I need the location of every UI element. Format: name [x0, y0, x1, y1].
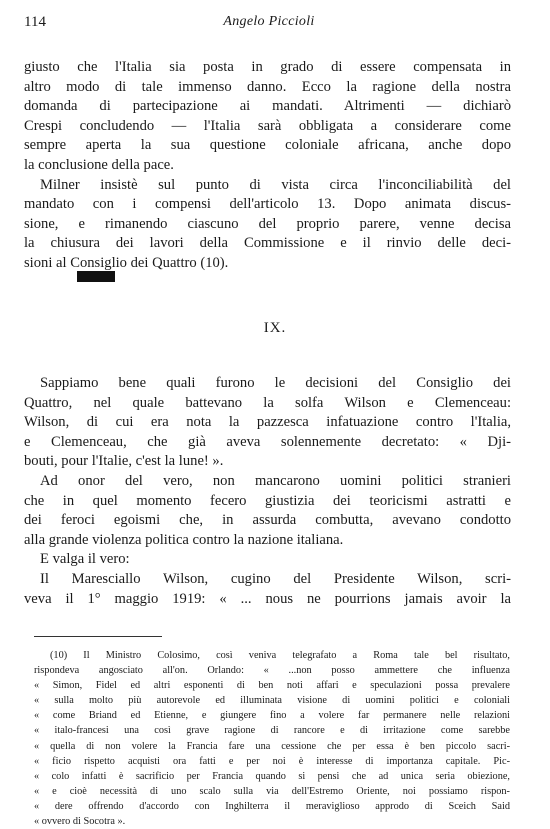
- text-line: Wilson, di cui era nota la pazzesca infatuazione contro l'Italia,: [24, 414, 511, 431]
- section-heading: IX.: [263, 320, 287, 336]
- running-head: Angelo Piccioli: [223, 14, 315, 29]
- footnote-rule: [34, 636, 162, 637]
- text-line: sempre aperta la sua questione coloniale africana, anche dopo: [24, 137, 511, 154]
- redaction-mark: [77, 271, 115, 282]
- text-line: Il Maresciallo Wilson, cugino del Presidente Wilson, scri-: [40, 570, 511, 587]
- footnote-line: « dere offrendo d'accordo con Inghilterra il meraviglioso approdo di Sceich Said: [34, 800, 510, 812]
- text-line: sione, e rimanendo ciascuno del proprio parere, venne decisa: [24, 215, 511, 232]
- footnote-line: « ficio rispetto acquisti ora fatti e per noi è interesse di importanza capitale. Pic-: [34, 755, 510, 767]
- footnote-line: « sulla molto più autorevole ed illuminata visione di uomini politici e coloniali: [34, 695, 510, 707]
- text-line: la chiusura dei lavori della Commissione e il rinvio delle deci-: [24, 235, 511, 252]
- page-header: [24, 14, 514, 36]
- text-line: altro modo di tale immenso danno. Ecco la ragione della nostra: [24, 78, 511, 95]
- text-line: Ad onor del vero, non mancarono uomini politici stranieri: [40, 472, 511, 489]
- body-text-top: [24, 58, 511, 274]
- text-line: Sappiamo bene quali furono le decisioni del Consiglio dei: [40, 375, 511, 391]
- text-line: la conclusione della pace.: [24, 156, 174, 173]
- page-number: 114: [24, 14, 46, 30]
- body-text-section: [24, 374, 511, 609]
- text-line: Milner insistè sul punto di vista circa l'inconciliabilità del: [40, 176, 511, 193]
- text-line: alla grande violenza politica contro la nazione italiana.: [24, 531, 344, 548]
- text-line: E valga il vero:: [40, 551, 130, 568]
- footnote-line: « italo-francesi una così grave ragione di rancore e di irritazione come sarebbe: [34, 725, 510, 737]
- text-line: mandato con i compensi dell'articolo 13. Dopo animata discus-: [24, 196, 511, 213]
- text-line: e Clemenceau, che già aveva solennemente decretato: « Dji-: [24, 433, 511, 450]
- text-line: dei feroci egoismi che, in assurda combutta, avevano condotto: [24, 512, 511, 529]
- footnote-line: « come Briand ed Etienne, e giungere fino a volere far permanere nelle relazioni: [34, 710, 510, 722]
- footnote-line: « e cioè necessità di uno scalo sulla via dell'Estremo Oriente, noi possiamo rispon-: [34, 785, 510, 797]
- footnote-line: « Simon, Fidel ed altri esponenti di ben noti affari e speculazioni possa prevalere: [34, 680, 510, 692]
- text-line: veva il 1° maggio 1919: « ... nous ne pourrions jamais avoir la: [24, 590, 511, 607]
- text-line: che in quel momento fecero giustizia dei teoricismi astratti e: [24, 492, 511, 509]
- footnotes: [34, 648, 510, 829]
- text-line: Quattro, nel quale battevano la solfa Wilson e Clemenceau:: [24, 394, 511, 411]
- footnote-line: « colo infatti è sacrificio per Francia quando si pensi che ad unica seria obiezione,: [34, 770, 510, 782]
- text-line: bouti, pour l'Italie, c'est la lune! ».: [24, 453, 224, 470]
- footnote-line: (10) Il Ministro Colosimo, così veniva telegrafato a Roma tale bel risultato,: [50, 650, 510, 661]
- text-line: domanda di partecipazione ai mandati. Altrimenti — dichiarò: [24, 98, 511, 115]
- footnote-line: « ovvero di Socotra ».: [34, 816, 126, 828]
- footnote-line: rispondeva angosciato all'on. Orlando: « ...non posso ammettere che influenza: [34, 665, 510, 677]
- text-line: giusto che l'Italia sia posta in grado di essere compensata in: [24, 59, 511, 75]
- footnote-line: « quella di non volere la Francia fare una cessione che per essa è ben piccolo sacri-: [34, 740, 510, 752]
- text-line: Crespi concludendo — l'Italia sarà obbligata a considerare come: [24, 117, 511, 134]
- text-line: sioni al Consiglio dei Quattro (10).: [24, 254, 229, 271]
